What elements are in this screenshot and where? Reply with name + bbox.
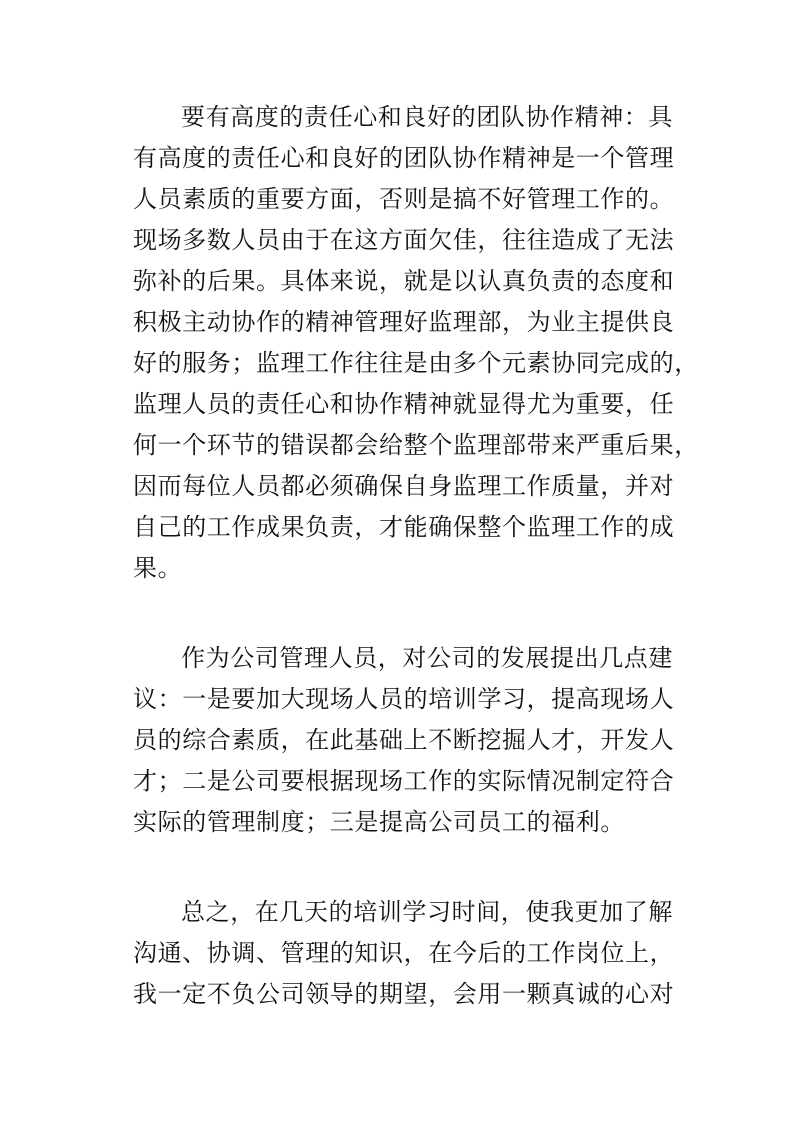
text-line: 实际的管理制度；三是提高公司员工的福利。 bbox=[133, 808, 625, 836]
text-line: 何一个环节的错误都会给整个监理部带来严重后果， bbox=[133, 431, 699, 459]
text-line: 监理人员的责任心和协作精神就显得尤为重要，任 bbox=[133, 390, 675, 418]
text-line: 积极主动协作的精神管理好监理部，为业主提供良 bbox=[133, 308, 675, 336]
text-line: 因而每位人员都必须确保自身监理工作质量，并对 bbox=[133, 472, 675, 500]
text-line: 才；二是公司要根据现场工作的实际情况制定符合 bbox=[133, 767, 675, 795]
text-line: 我一定不负公司领导的期望，会用一颗真诚的心对 bbox=[133, 980, 675, 1008]
text-line: 作为公司管理人员，对公司的发展提出几点建 bbox=[181, 644, 673, 672]
text-line: 要有高度的责任心和良好的团队协作精神：具 bbox=[181, 103, 673, 131]
text-line: 总之，在几天的培训学习时间，使我更加了解 bbox=[181, 898, 673, 926]
text-line: 自己的工作成果负责，才能确保整个监理工作的成 bbox=[133, 513, 675, 541]
text-line: 好的服务；监理工作往往是由多个元素协同完成的， bbox=[133, 349, 699, 377]
text-line: 现场多数人员由于在这方面欠佳，往往造成了无法 bbox=[133, 226, 675, 254]
text-line: 沟通、协调、管理的知识，在今后的工作岗位上， bbox=[133, 939, 675, 967]
text-line: 弥补的后果。具体来说，就是以认真负责的态度和 bbox=[133, 267, 675, 295]
text-line: 有高度的责任心和良好的团队协作精神是一个管理 bbox=[133, 144, 675, 172]
text-line: 人员素质的重要方面，否则是搞不好管理工作的。 bbox=[133, 185, 675, 213]
text-line: 员的综合素质，在此基础上不断挖掘人才，开发人 bbox=[133, 726, 675, 754]
text-line: 议：一是要加大现场人员的培训学习，提高现场人 bbox=[133, 685, 675, 713]
text-line: 果。 bbox=[133, 554, 183, 582]
